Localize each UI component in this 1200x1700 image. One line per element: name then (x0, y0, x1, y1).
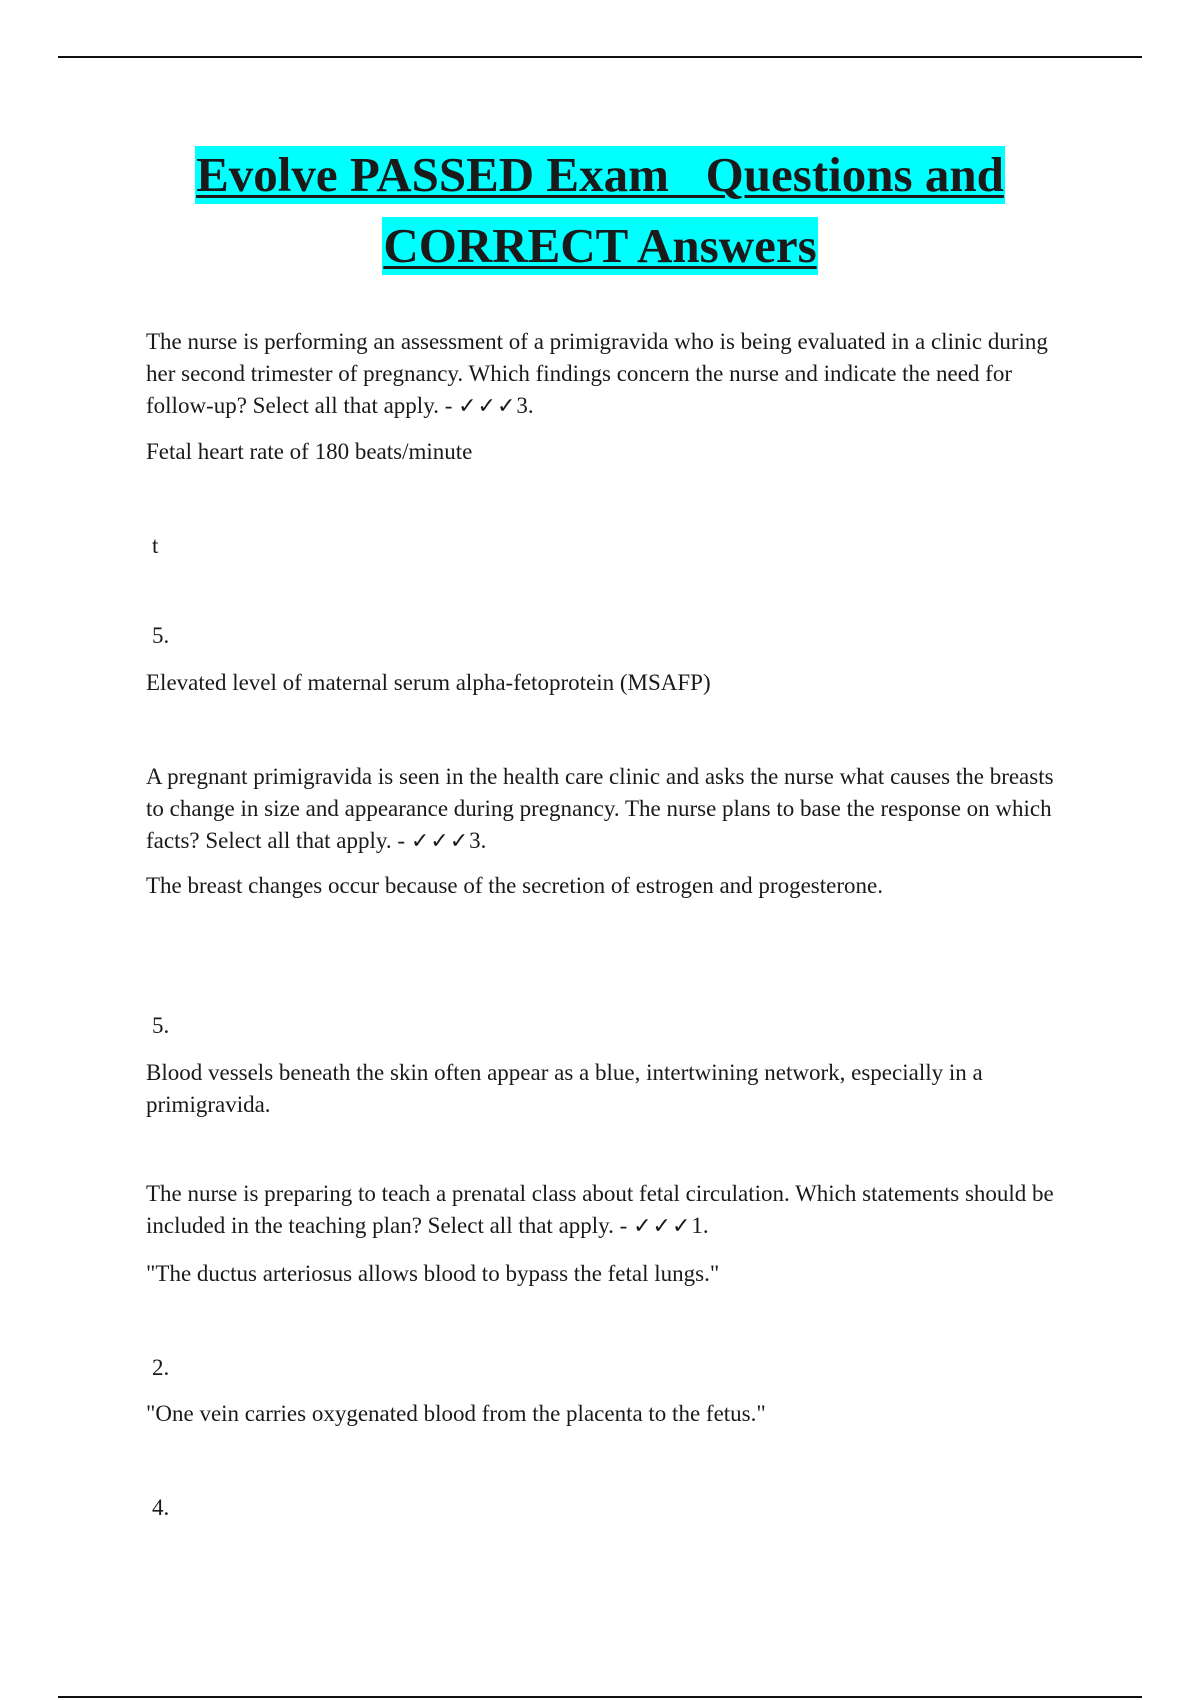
question-3-answer-2: "One vein carries oxygenated blood from the placenta to the fetus." (146, 1401, 766, 1426)
question-1-answer-number: 5. (152, 623, 170, 648)
question-1-stem (146, 326, 1066, 423)
question-2-stem (146, 761, 1066, 858)
footer-rule (58, 1696, 1142, 1698)
document-title (0, 146, 1200, 288)
question-1-answer-2: Elevated level of maternal serum alpha-fetoprotein (MSAFP) (146, 670, 711, 695)
question-1-stray-text: t (152, 533, 159, 558)
question-3-stem-text: The nurse is preparing to teach a prenatal class about fetal circulation. Which statements should be included in the teaching plan? Select all that apply. - (146, 1181, 1054, 1238)
question-2-answer-2: Blood vessels beneath the skin often appear as a blue, intertwining network, especially in a primigravida. (146, 1060, 983, 1117)
question-3-stem (146, 1178, 1066, 1243)
question-3-answer-number-2: 2. (152, 1355, 170, 1380)
question-1-stem-text: The nurse is performing an assessment of a primigravida who is being evaluated in a clinic during her second trimester of pregnancy. Which findings concern the nurse and indicate the need for follow-up? Select all that apply. - (146, 329, 1048, 418)
question-2-stem-text: A pregnant primigravida is seen in the health care clinic and asks the nurse what causes the breasts to change in size and appearance during pregnancy. The nurse plans to base the response on which facts? Select all that apply. - (146, 764, 1054, 853)
question-2-first-number: 3. (469, 828, 487, 853)
question-3-answer-1: "The ductus arteriosus allows blood to bypass the fetal lungs." (146, 1261, 720, 1286)
question-2-answer-1: The breast changes occur because of the secretion of estrogen and progesterone. (146, 873, 883, 898)
question-3-first-number: 1. (691, 1213, 709, 1238)
title-line-1: Evolve PASSED Exam Questions and (196, 147, 1004, 202)
header-rule (58, 56, 1142, 58)
question-3-answer-number-4: 4. (152, 1495, 170, 1520)
question-2-answer-number: 5. (152, 1013, 170, 1038)
title-line-2: CORRECT Answers (383, 218, 817, 273)
question-1-answer-1: Fetal heart rate of 180 beats/minute (146, 439, 473, 464)
checkmark-icon: ✓✓✓ (458, 394, 517, 419)
question-1-first-number: 3. (516, 393, 534, 418)
checkmark-icon: ✓✓✓ (633, 1214, 692, 1239)
checkmark-icon: ✓✓✓ (410, 829, 470, 854)
